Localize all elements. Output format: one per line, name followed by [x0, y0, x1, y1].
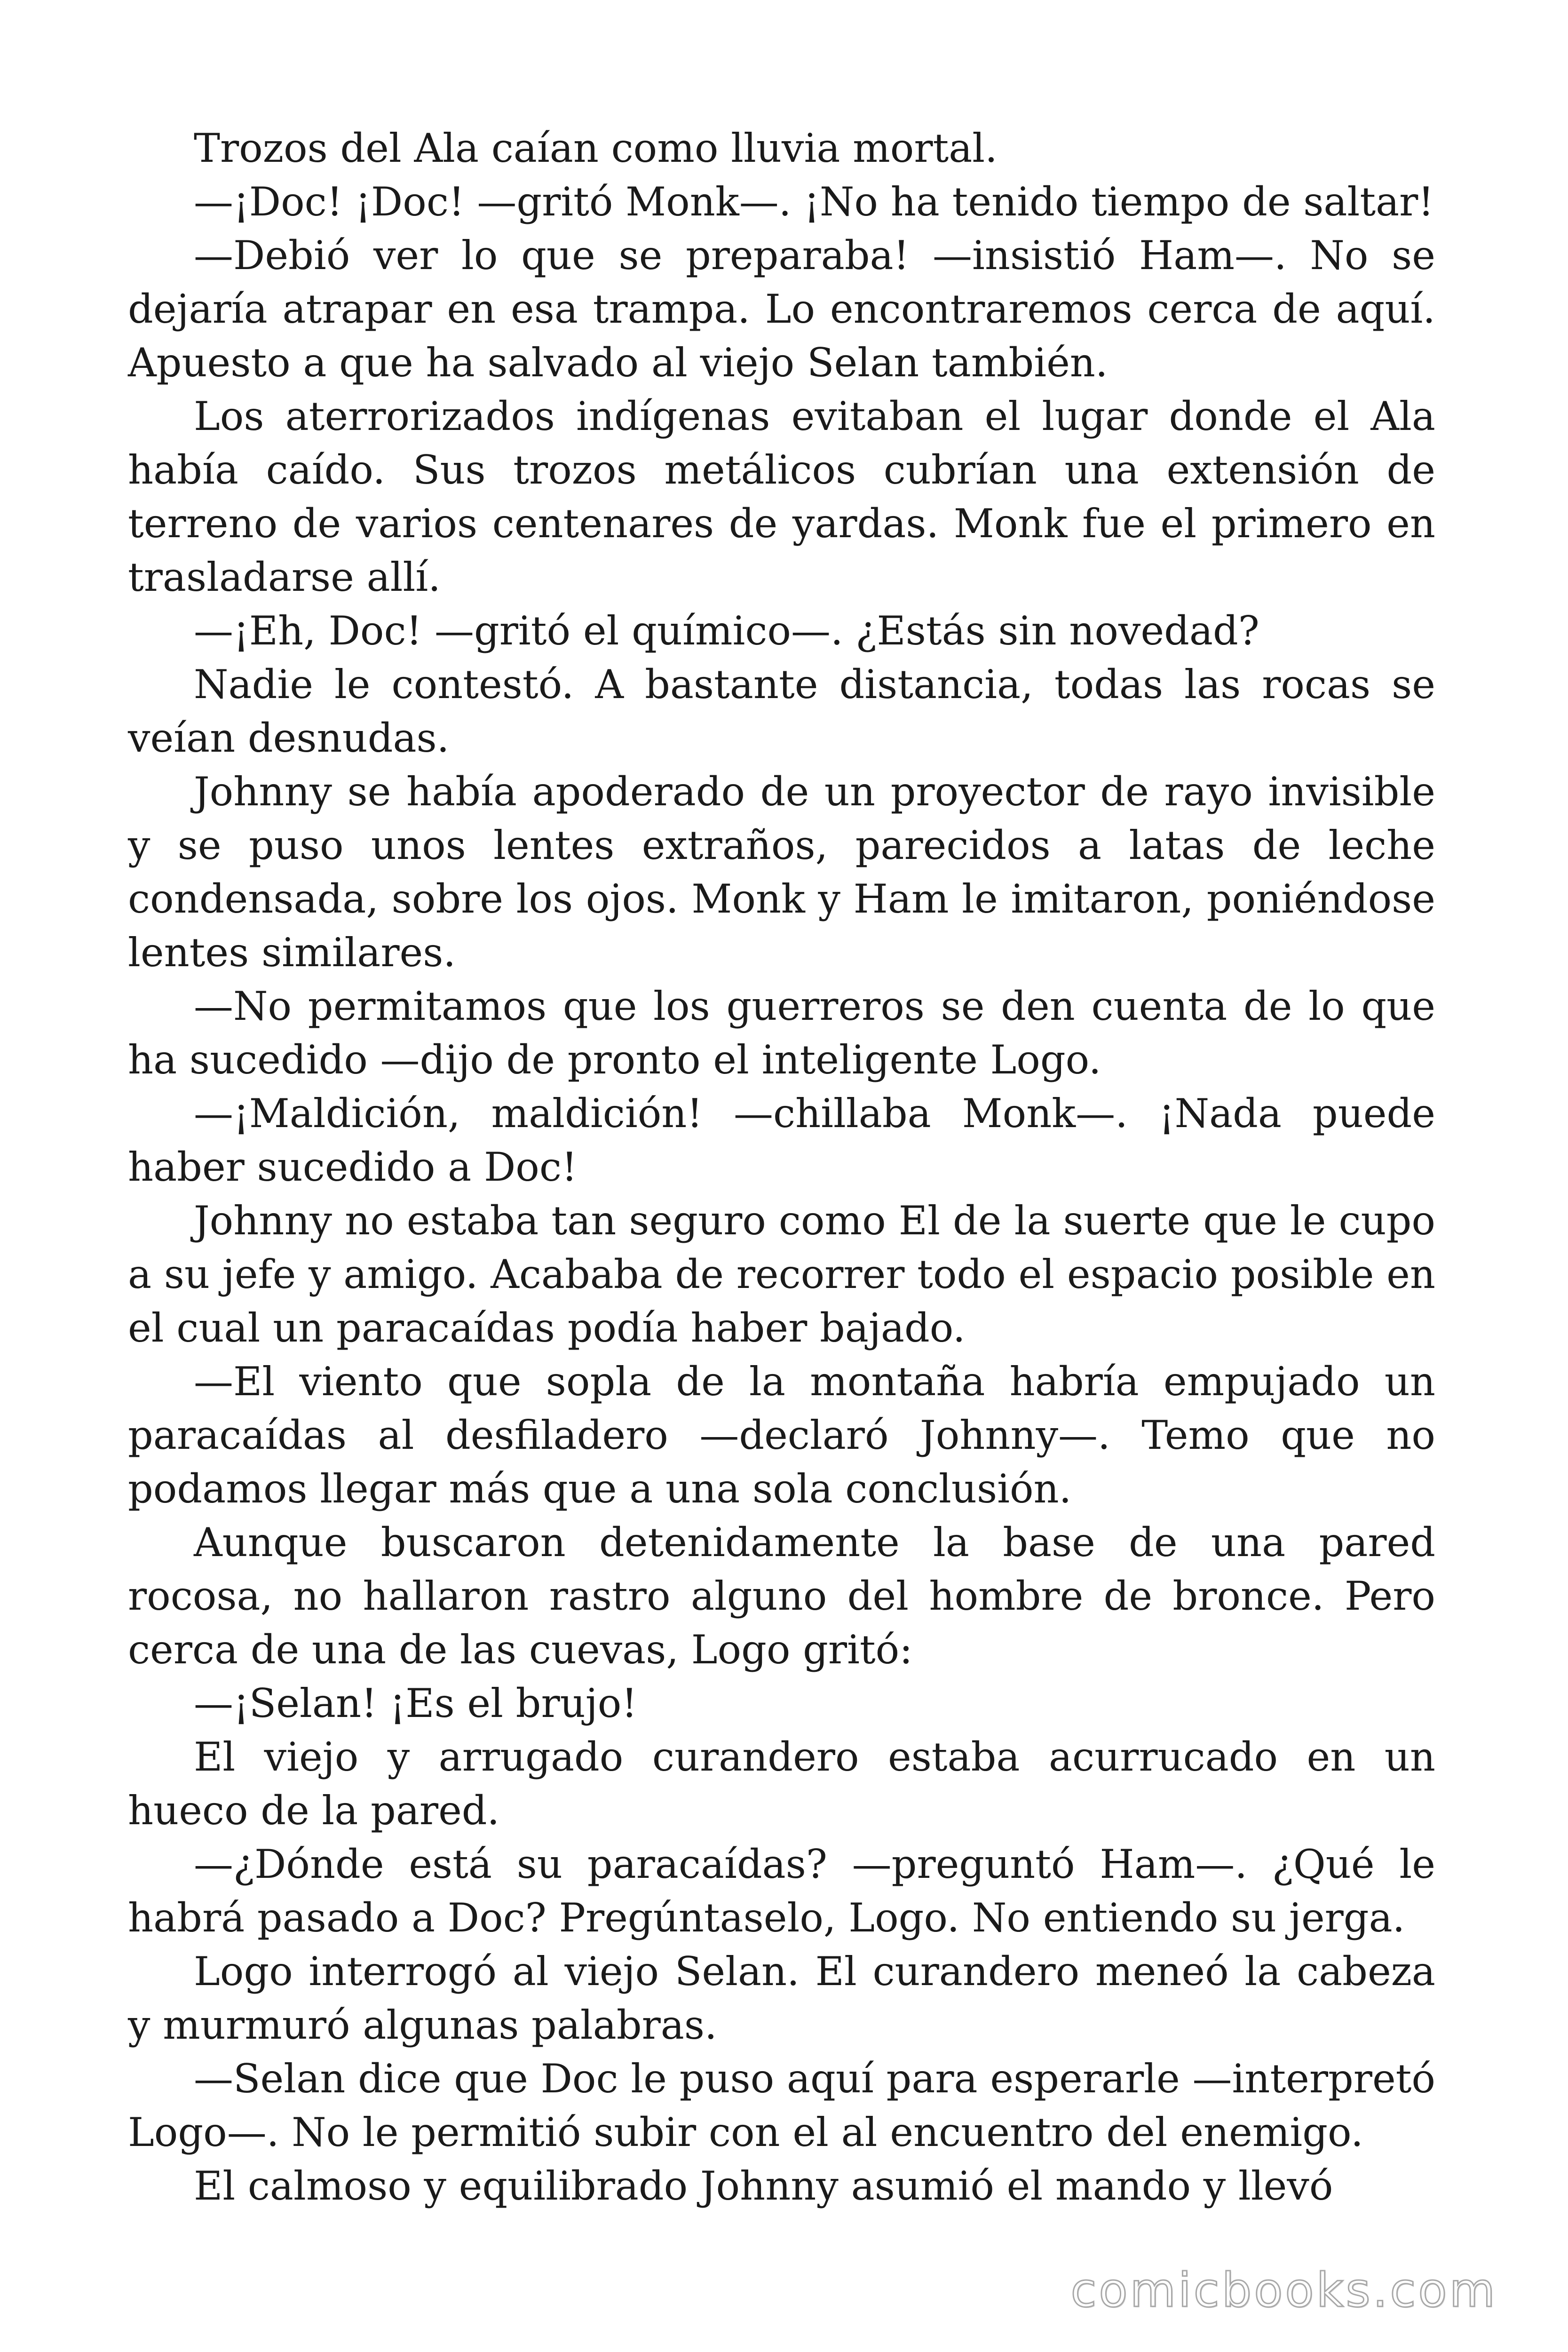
page-text: [128, 121, 1435, 2213]
paragraph: Johnny se había apoderado de un proyector de rayo invisible y se puso unos lentes extraños, parecidos a latas de leche condensada, sobre los ojos. Monk y Ham le imitaron, poniéndose lentes similares.: [128, 769, 1435, 976]
paragraph: Aunque buscaron detenidamente la base de una pared rocosa, no hallaron rastro alguno del hombre de bronce. Pero cerca de una de las cuevas, Logo gritó:: [128, 1519, 1435, 1673]
paragraph: Logo interrogó al viejo Selan. El curandero meneó la cabeza y murmuró algunas palabras.: [128, 1948, 1435, 2048]
paragraph: —No permitamos que los guerreros se den cuenta de lo que ha sucedido —dijo de pronto el inteligente Logo.: [128, 983, 1435, 1083]
paragraph: —Debió ver lo que se preparaba! —insistió Ham—. No se dejaría atrapar en esa trampa. Lo encontraremos cerca de aquí. Apuesto a que ha salvado al viejo Selan también.: [128, 232, 1435, 386]
watermark-logo: comicbooks.com: [1070, 2263, 1497, 2318]
paragraph: —¿Dónde está su paracaídas? —preguntó Ham—. ¿Qué le habrá pasado a Doc? Pregúntaselo, Logo. No entiendo su jerga.: [128, 1841, 1435, 1941]
paragraph: Nadie le contestó. A bastante distancia, todas las rocas se veían desnudas.: [128, 661, 1435, 761]
paragraph: Johnny no estaba tan seguro como El de la suerte que le cupo a su jefe y amigo. Acababa de recorrer todo el espacio posible en el cual un paracaídas podía haber bajado.: [128, 1198, 1435, 1351]
paragraph: —¡Eh, Doc! —gritó el químico—. ¿Estás sin novedad?: [194, 608, 1259, 654]
paragraph: —¡Doc! ¡Doc! —gritó Monk—. ¡No ha tenido tiempo de saltar!: [194, 179, 1434, 225]
paragraph: El viejo y arrugado curandero estaba acurrucado en un hueco de la pared.: [128, 1734, 1435, 1834]
paragraph: Los aterrorizados indígenas evitaban el lugar donde el Ala había caído. Sus trozos metálicos cubrían una extensión de terreno de varios centenares de yardas. Monk fue el primero en trasladarse allí.: [128, 393, 1435, 600]
paragraph: Trozos del Ala caían como lluvia mortal.: [194, 125, 998, 171]
paragraph: —El viento que sopla de la montaña habría empujado un paracaídas al desfiladero —declaró Johnny—. Temo que no podamos llegar más que a una sola conclusión.: [128, 1359, 1435, 1512]
paragraph: El calmoso y equilibrado Johnny asumió el mando y llevó: [194, 2163, 1333, 2209]
paragraph: —Selan dice que Doc le puso aquí para esperarle —interpretó Logo—. No le permitió subir con el al encuentro del enemigo.: [128, 2056, 1435, 2155]
paragraph: —¡Selan! ¡Es el brujo!: [194, 1680, 638, 1726]
paragraph: —¡Maldición, maldición! —chillaba Monk—. ¡Nada puede haber sucedido a Doc!: [128, 1090, 1435, 1190]
